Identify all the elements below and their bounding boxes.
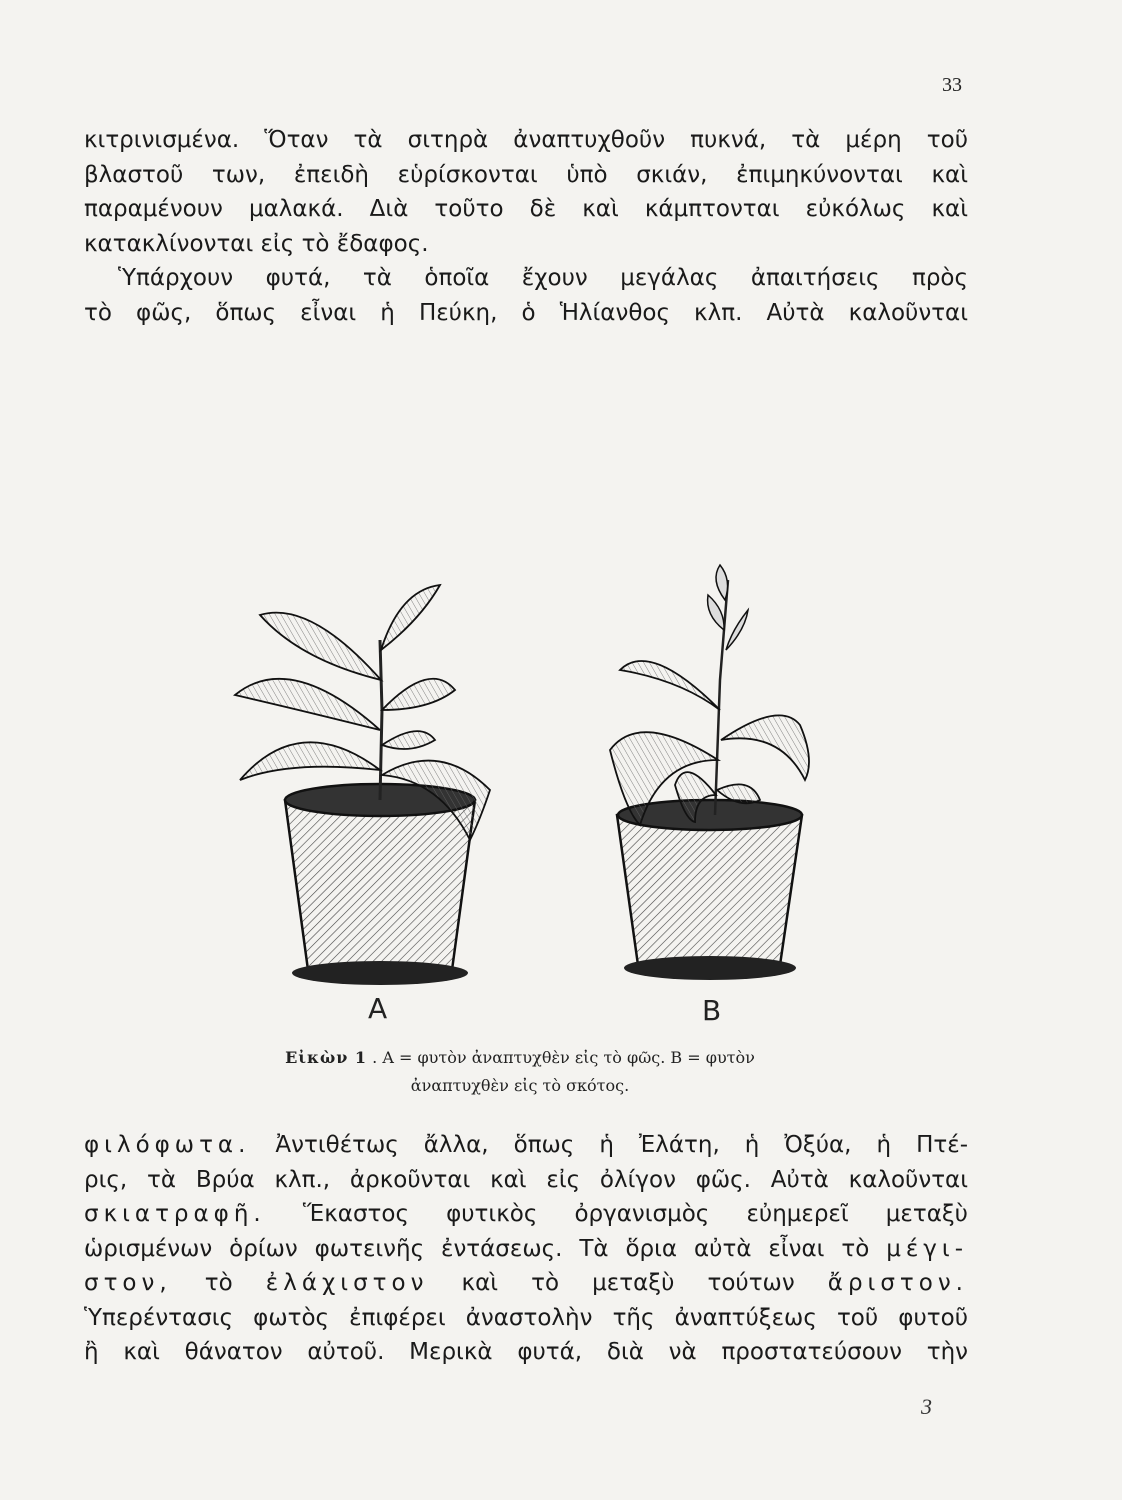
text-line: ἢ καὶ θάνατον αὐτοῦ. Μερικὰ φυτά, διὰ νὰ προστατεύσουν τὴν bbox=[84, 1339, 968, 1365]
leaf bbox=[708, 595, 724, 630]
text-line: Ὑπερέντασις φωτὸς ἐπιφέρει ἀναστολὴν τῆς ἀναπτύξεως τοῦ φυτοῦ bbox=[84, 1304, 968, 1331]
text-fragment: Ἕκαστος φυτικὸς ὀργανισμὸς εὐημερεῖ μεταξὺ bbox=[265, 1201, 968, 1227]
footer-signature-number: 3 bbox=[921, 1394, 932, 1419]
text-fragment: ὡρισμένων ὁρίων φωτεινῆς ἐντάσεως. Τὰ ὅρια αὐτὰ εἶναι τὸ bbox=[84, 1235, 887, 1262]
text-line: κατακλίνονται εἰς τὸ ἔδαφος. bbox=[84, 230, 429, 257]
text-line: κιτρινισμένα. Ὅταν τὰ σιτηρὰ ἀναπτυχθοῦν πυκνά, τὰ μέρη τοῦ bbox=[84, 127, 968, 153]
text-line: παραμένουν μαλακά. Διὰ τοῦτο δὲ καὶ κάμπτονται εὐκόλως καὶ bbox=[84, 196, 968, 222]
bottom-text-block bbox=[84, 1128, 968, 1370]
leaf bbox=[620, 661, 720, 710]
term-elachiston: ἐλάχιστον bbox=[265, 1270, 429, 1296]
label-b: B bbox=[702, 994, 722, 1027]
term-ariston: ἄριστον. bbox=[827, 1270, 968, 1296]
text-line bbox=[84, 1232, 968, 1267]
text-line: τὸ φῶς, ὅπως εἶναι ἡ Πεύκη, ὁ Ἡλίανθος κλπ. Αὐτὰ καλοῦνται bbox=[84, 299, 968, 326]
text-line: βλαστοῦ των, ἐπειδὴ εὑρίσκονται ὑπὸ σκιάν, ἐπιμηκύνονται καὶ bbox=[84, 161, 968, 188]
leaf bbox=[721, 715, 809, 780]
top-text-block bbox=[84, 123, 968, 330]
caption-title: Εἰκὼν 1 bbox=[285, 1048, 368, 1067]
term-megiston-end: στον, bbox=[84, 1270, 172, 1296]
page-number: 33 bbox=[942, 74, 962, 96]
term-philophota: φιλόφωτα. bbox=[84, 1132, 251, 1158]
text-fragment: Ἀντιθέτως ἄλλα, ὅπως ἡ Ἐλάτη, ἡ Ὀξύα, ἡ Πτέ- bbox=[250, 1132, 968, 1158]
plants-illustration bbox=[180, 560, 830, 1030]
leaf bbox=[382, 679, 455, 710]
label-a: A bbox=[368, 992, 388, 1025]
caption-line-1: . Α = φυτὸν ἀναπτυχθὲν εἰς τὸ φῶς. Β = φυτὸν bbox=[372, 1048, 755, 1067]
leaf bbox=[260, 613, 381, 680]
text-line bbox=[84, 1266, 968, 1301]
term-megiston: μέγι- bbox=[886, 1235, 968, 1262]
text-line bbox=[84, 1128, 968, 1163]
text-line bbox=[84, 1197, 968, 1232]
leaf bbox=[381, 585, 440, 650]
leaf bbox=[240, 742, 380, 780]
text-line: Ὑπάρχουν φυτά, τὰ ὁποῖα ἔχουν μεγάλας ἀπαιτήσεις πρὸς bbox=[118, 265, 968, 291]
term-skiatraphi: σκιατραφῆ. bbox=[84, 1201, 266, 1227]
text-fragment: καὶ τὸ μεταξὺ τούτων bbox=[428, 1270, 828, 1296]
text-fragment: τὸ bbox=[171, 1270, 266, 1296]
figure-caption bbox=[170, 1044, 870, 1100]
plant-a bbox=[235, 585, 490, 1025]
leaf bbox=[235, 679, 380, 730]
plant-b bbox=[610, 565, 809, 1027]
text-line: ρις, τὰ Βρύα κλπ., ἀρκοῦνται καὶ εἰς ὀλίγον φῶς. Αὐτὰ καλοῦνται bbox=[84, 1166, 968, 1193]
figure-plants bbox=[180, 560, 830, 1030]
caption-line-2: ἀναπτυχθὲν εἰς τὸ σκότος. bbox=[410, 1076, 630, 1095]
leaf bbox=[382, 731, 435, 749]
leaf bbox=[716, 565, 728, 600]
leaf bbox=[726, 610, 748, 650]
